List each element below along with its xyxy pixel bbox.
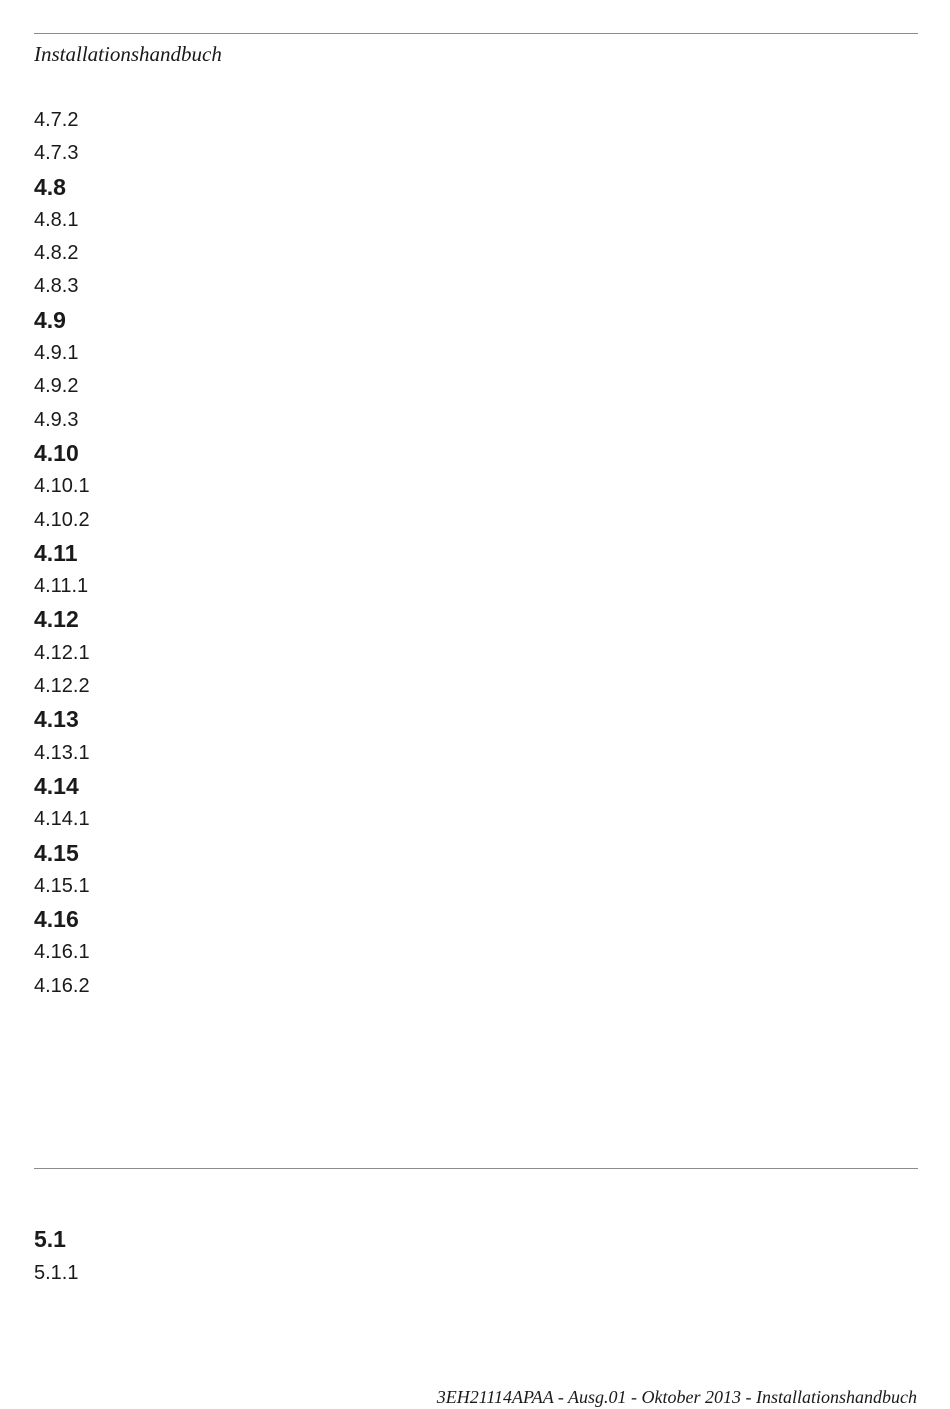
toc-section-heading: 5.1: [34, 1226, 66, 1252]
toc-section-heading: 4.16: [34, 906, 79, 933]
toc-subsection-entry: 4.8.1: [34, 208, 79, 231]
toc-section-heading: 4.9: [34, 306, 66, 333]
toc-subsection-entry: 4.16.2: [34, 974, 90, 997]
toc-list-chapter-4: [34, 104, 90, 1003]
toc-subsection-entry: 4.16.1: [34, 941, 90, 964]
header-rule: [34, 33, 918, 34]
toc-list-chapter-5: [34, 1222, 78, 1290]
toc-subsection-entry: 4.8.2: [34, 242, 79, 265]
chapter-divider-rule: [34, 1168, 918, 1169]
toc-subsection-entry: 4.15.1: [34, 874, 90, 897]
toc-section-heading: 4.12: [34, 606, 79, 633]
toc-subsection-entry: 4.14.1: [34, 808, 90, 831]
toc-subsection-entry: 4.10.1: [34, 475, 90, 498]
toc-subsection-entry: 4.7.2: [34, 109, 79, 131]
toc-subsection-entry: 4.10.2: [34, 508, 90, 531]
running-header-title: Installationshandbuch: [34, 42, 222, 66]
toc-subsection-entry: 4.7.3: [34, 142, 79, 165]
toc-subsection-entry: 4.9.2: [34, 375, 79, 398]
toc-subsection-entry: 4.9.3: [34, 408, 79, 431]
toc-section-heading: 4.8: [34, 173, 66, 200]
toc-subsection-entry: 4.12.1: [34, 641, 90, 664]
toc-section-heading: 4.10: [34, 439, 79, 466]
toc-subsection-entry: 4.8.3: [34, 275, 79, 298]
toc-subsection-entry: 5.1.1: [34, 1262, 79, 1284]
toc-section-heading: 4.14: [34, 772, 79, 799]
toc-subsection-entry: 4.9.1: [34, 342, 79, 365]
toc-subsection-entry: 4.12.2: [34, 675, 90, 698]
toc-subsection-entry: 4.13.1: [34, 741, 90, 764]
toc-section-heading: 4.13: [34, 706, 79, 733]
page-footer: 3EH21114APAA - Ausg.01 - Oktober 2013 - Installationshandbuch: [436, 1387, 917, 1407]
toc-section-heading: 4.15: [34, 839, 79, 866]
toc-subsection-entry: 4.11.1: [34, 575, 89, 598]
toc-section-heading: 4.11: [34, 539, 78, 566]
